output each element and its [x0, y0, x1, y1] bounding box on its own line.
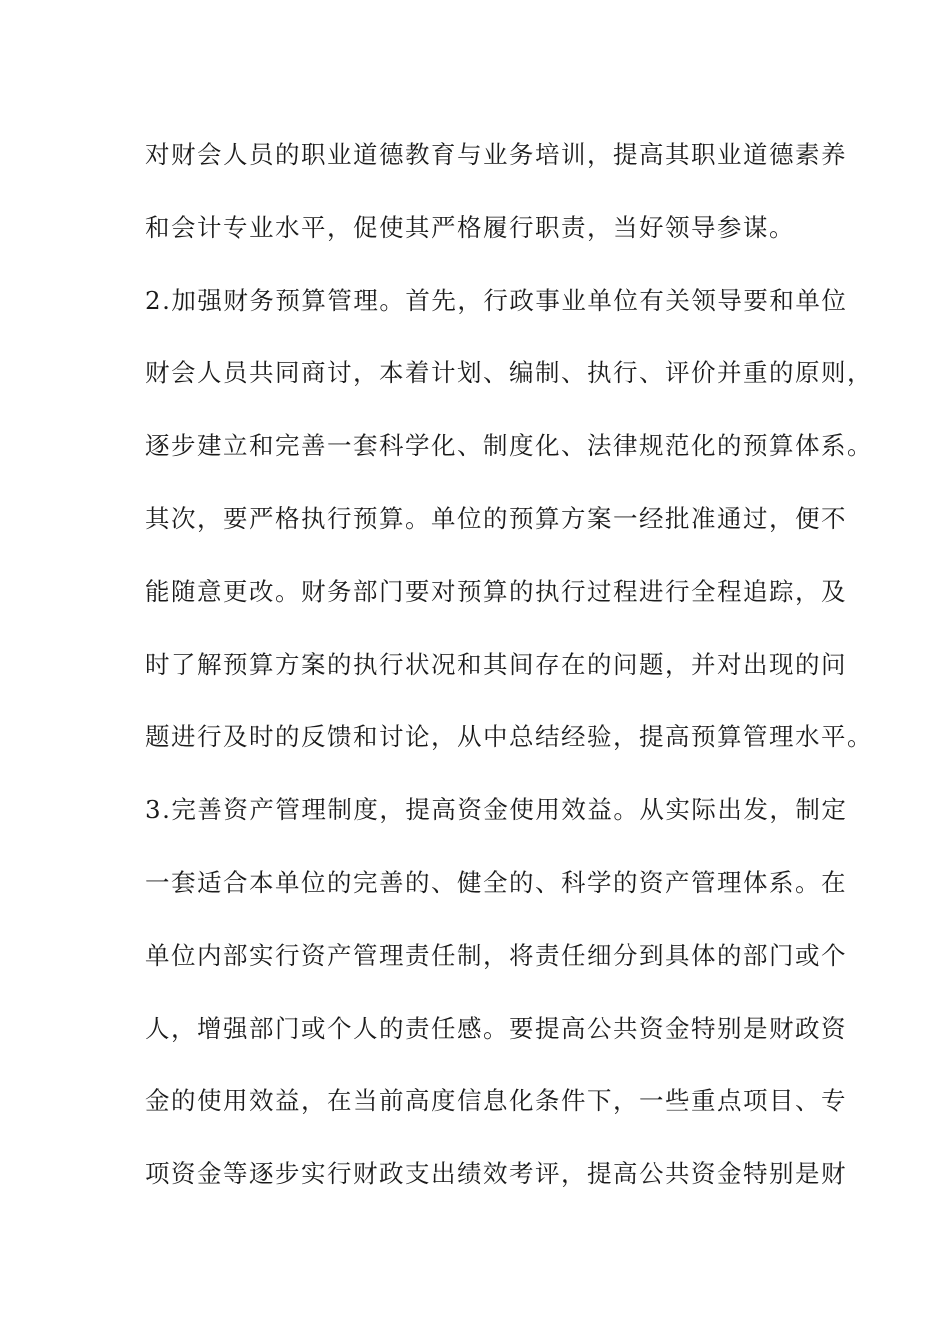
text-line: 财会人员共同商讨，本着计划、编制、执行、评价并重的原则， [145, 358, 873, 388]
text-line: 对财会人员的职业道德教育与业务培训，提高其职业道德素养 [145, 140, 847, 169]
text-line: 时了解预算方案的执行状况和其间存在的问题，并对出现的问 [145, 649, 847, 679]
text-line: 项资金等逐步实行财政支出绩效考评，提高公共资金特别是财 [145, 1159, 847, 1189]
text-line: 题进行及时的反馈和讨论，从中总结经验，提高预算管理水平。 [145, 722, 873, 752]
body-text [145, 132, 873, 1224]
text-line: 能随意更改。财务部门要对预算的执行过程进行全程追踪，及 [145, 576, 847, 606]
text-line: 单位内部实行资产管理责任制，将责任细分到具体的部门或个 [145, 940, 847, 970]
text-line: 金的使用效益，在当前高度信息化条件下，一些重点项目、专 [145, 1086, 847, 1116]
text-line: 和会计专业水平，促使其严格履行职责，当好领导参谋。 [145, 212, 795, 242]
text-line: 3.完善资产管理制度，提高资金使用效益。从实际出发，制定 [145, 795, 848, 825]
text-line: 人，增强部门或个人的责任感。要提高公共资金特别是财政资 [145, 1013, 847, 1043]
text-line: 2.加强财务预算管理。首先，行政事业单位有关领导要和单位 [145, 285, 848, 315]
text-line: 逐步建立和完善一套科学化、制度化、法律规范化的预算体系。 [145, 431, 873, 461]
text-line: 其次，要严格执行预算。单位的预算方案一经批准通过，便不 [145, 503, 847, 533]
text-line: 一套适合本单位的完善的、健全的、科学的资产管理体系。在 [145, 867, 847, 897]
